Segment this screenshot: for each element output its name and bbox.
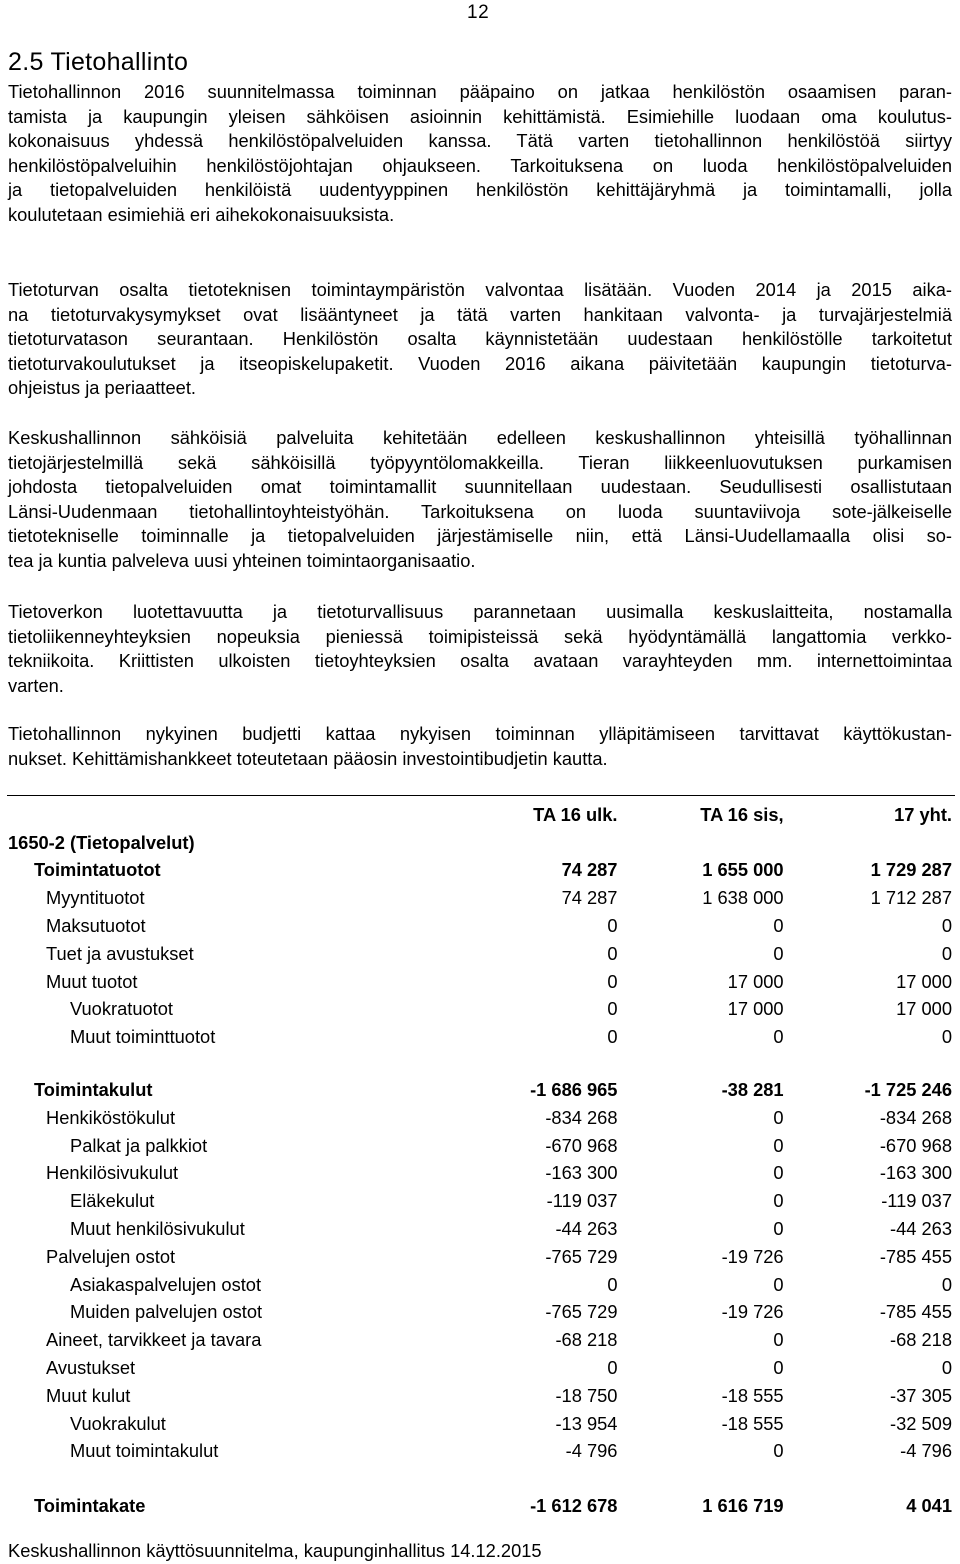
table-row xyxy=(8,1215,952,1243)
row-label: Aineet, tarvikkeet ja tavara xyxy=(46,1329,262,1351)
value-17-yht: 17 000 xyxy=(896,998,952,1020)
value-17-yht: -1 725 246 xyxy=(864,1079,952,1101)
section-heading: 2.5 Tietohallinto xyxy=(8,48,189,76)
table-unit-title-row xyxy=(8,829,952,857)
value-ta16-ulk: -1 612 678 xyxy=(530,1495,618,1517)
row-label: Tuet ja avustukset xyxy=(46,942,194,964)
value-17-yht: -785 455 xyxy=(879,1245,952,1267)
value-ta16-sis: 0 xyxy=(773,1106,784,1128)
paragraph-line: tietotekniselle toiminnalle ja tietopalveluiden järjestämiselle niin, että Länsi-Uudellamaalla olisi so- xyxy=(8,525,952,547)
table-row xyxy=(8,1023,952,1051)
row-label: Muut kulut xyxy=(46,1384,131,1406)
empty-cell xyxy=(784,829,952,857)
value-17-yht: 1 712 287 xyxy=(870,887,952,909)
paragraph-line: tamista ja kaupungin yleisen sähköisen asioinnin kehittämistä. Esimiehille luodaan oma koulutus- xyxy=(8,105,952,127)
row-label: Muiden palvelujen ostot xyxy=(70,1301,263,1323)
table-header-ta16-sis: TA 16 sis, xyxy=(700,803,784,825)
paragraph-line: varten. xyxy=(8,674,64,696)
value-17-yht: -68 218 xyxy=(889,1329,952,1351)
paragraph-line: na tietoturvakysymykset ovat lisääntyneet ja tätä varten hankitaan valvonta- ja turvajärjestelmiä xyxy=(8,303,952,325)
row-label: Toimintakulut xyxy=(34,1079,153,1101)
value-17-yht: 0 xyxy=(941,1026,952,1048)
value-ta16-ulk: -44 263 xyxy=(555,1218,618,1240)
value-ta16-ulk: -1 686 965 xyxy=(530,1079,618,1101)
value-ta16-ulk: 0 xyxy=(607,942,618,964)
row-label: Vuokratuotot xyxy=(70,998,173,1020)
table-row xyxy=(8,968,952,996)
value-17-yht: -32 509 xyxy=(889,1412,952,1434)
row-label: Myyntituotot xyxy=(46,887,145,909)
value-ta16-sis: 1 638 000 xyxy=(702,887,784,909)
row-label: Eläkekulut xyxy=(70,1190,155,1212)
table-unit-title: 1650-2 (Tietopalvelut) xyxy=(8,831,195,853)
value-ta16-ulk: -765 729 xyxy=(545,1301,618,1323)
value-ta16-sis: 0 xyxy=(773,1440,784,1462)
row-label: Palvelujen ostot xyxy=(46,1245,176,1267)
value-ta16-ulk: 74 287 xyxy=(561,887,618,909)
value-ta16-ulk: 74 287 xyxy=(561,859,618,881)
paragraph-line: Tietoverkon luotettavuutta ja tietoturvallisuus parannetaan uusimalla keskuslaitteita, nostamalla xyxy=(8,601,952,622)
budget-table xyxy=(8,801,952,1520)
value-17-yht: -37 305 xyxy=(889,1384,952,1406)
value-ta16-sis: 0 xyxy=(773,1190,784,1212)
table-top-rule xyxy=(7,795,955,796)
value-ta16-ulk: 0 xyxy=(607,915,618,937)
table-row xyxy=(8,1076,952,1104)
value-ta16-ulk: -163 300 xyxy=(545,1162,618,1184)
row-label: Asiakaspalvelujen ostot xyxy=(70,1273,262,1295)
value-17-yht: -163 300 xyxy=(879,1162,952,1184)
table-row xyxy=(8,1132,952,1160)
table-row xyxy=(8,1438,952,1466)
table-spacer-row xyxy=(8,1051,952,1076)
row-label: Toimintakate xyxy=(34,1495,146,1517)
paragraph-line: henkilöstöpalveluihin henkilöstöjohtajan ohjaukseen. Tarkoituksena on luoda henkilöstöpalveluiden xyxy=(8,154,952,176)
value-ta16-sis: 0 xyxy=(773,1329,784,1351)
value-ta16-sis: 0 xyxy=(773,1218,784,1240)
row-label: Avustukset xyxy=(46,1357,136,1379)
value-17-yht: 0 xyxy=(941,1273,952,1295)
value-ta16-ulk: -765 729 xyxy=(545,1245,618,1267)
table-row xyxy=(8,857,952,885)
paragraph-line: tekniikoita. Kriittisten ulkoisten tietoyhteyksien osalta avataan varayhteyden mm. internettoimintaa xyxy=(8,650,952,672)
value-ta16-sis: -19 726 xyxy=(721,1245,784,1267)
value-ta16-sis: 1 655 000 xyxy=(702,859,784,881)
value-ta16-sis: 0 xyxy=(773,942,784,964)
value-ta16-ulk: 0 xyxy=(607,1273,618,1295)
paragraph-line: tietoliikenneyhteyksien nopeuksia pieniessä toimipisteissä sekä hyödyntämällä langattomia verkko- xyxy=(8,625,952,647)
paragraph-line: tietoturvatason seurantaan. Henkilöstön osalta käynnistetään uudestaan henkilöstölle tarkoitetut xyxy=(8,328,952,350)
value-ta16-sis: -19 726 xyxy=(721,1301,784,1323)
spacer-cell xyxy=(8,1465,952,1492)
paragraph-line: kokonaisuus yhdessä henkilöstöpalveluiden kanssa. Tätä varten tietohallinnon henkilöstöä siirtyy xyxy=(8,130,952,152)
table-row xyxy=(8,1326,952,1354)
table-row xyxy=(8,1299,952,1327)
value-17-yht: 17 000 xyxy=(896,970,952,992)
paragraph-line: johdosta tietopalveluiden omat toimintamallit suunnitellaan uudestaan. Seudullisesti osallistutaan xyxy=(8,476,952,498)
paragraph-line: Tietohallinnon 2016 suunnitelmassa toiminnan pääpaino on jatkaa henkilöstön osaamisen paran- xyxy=(8,81,952,102)
page-number: 12 xyxy=(467,2,490,23)
value-17-yht: 0 xyxy=(941,942,952,964)
paragraph-4 xyxy=(8,600,952,698)
value-ta16-ulk: 0 xyxy=(607,1357,618,1379)
table-row xyxy=(8,996,952,1024)
value-ta16-ulk: -670 968 xyxy=(545,1134,618,1156)
paragraph-line: nukset. Kehittämishankkeet toteutetaan pääosin investointibudjetin kautta. xyxy=(8,747,608,769)
row-label: Maksutuotot xyxy=(46,915,146,937)
value-ta16-sis: 0 xyxy=(773,1273,784,1295)
table-row xyxy=(8,1160,952,1188)
value-ta16-sis: 0 xyxy=(773,1026,784,1048)
value-17-yht: 1 729 287 xyxy=(870,859,952,881)
value-ta16-ulk: 0 xyxy=(607,970,618,992)
value-ta16-sis: -38 281 xyxy=(721,1079,784,1101)
table-row xyxy=(8,912,952,940)
row-label: Vuokrakulut xyxy=(70,1412,166,1434)
value-17-yht: -785 455 xyxy=(879,1301,952,1323)
paragraph-line: ja tietopalveluiden henkilöistä uudentyyppinen henkilöstön kehittäjäryhmä ja toimintamalli, jolla xyxy=(8,179,952,201)
value-17-yht: 4 041 xyxy=(906,1495,952,1517)
paragraph-3 xyxy=(8,426,952,574)
table-row xyxy=(8,1187,952,1215)
paragraph-line: tietojärjestelmillä sekä sähköisillä työpyyntölomakkeilla. Tieran liikkeenluovutuksen purkamisen xyxy=(8,451,952,473)
value-ta16-sis: -18 555 xyxy=(721,1384,784,1406)
value-ta16-sis: 0 xyxy=(773,1162,784,1184)
row-label: Muut toiminttuotot xyxy=(70,1026,216,1048)
row-label: Henkiköstökulut xyxy=(46,1106,176,1128)
value-ta16-sis: -18 555 xyxy=(721,1412,784,1434)
value-ta16-sis: 17 000 xyxy=(727,970,784,992)
value-ta16-ulk: -13 954 xyxy=(555,1412,618,1434)
table-row xyxy=(8,1410,952,1438)
value-ta16-sis: 17 000 xyxy=(727,998,784,1020)
value-17-yht: 0 xyxy=(941,1357,952,1379)
value-ta16-sis: 1 616 719 xyxy=(702,1495,784,1517)
paragraph-line: koulutetaan esimiehiä eri aihekokonaisuuksista. xyxy=(8,203,395,225)
value-17-yht: -119 037 xyxy=(881,1190,952,1212)
paragraph-line: ohjeistus ja periaatteet. xyxy=(8,377,197,399)
value-ta16-ulk: -4 796 xyxy=(565,1440,618,1462)
empty-cell xyxy=(617,829,783,857)
table-row xyxy=(8,1243,952,1271)
page-footer: Keskushallinnon käyttösuunnitelma, kaupunginhallitus 14.12.2015 xyxy=(8,1540,542,1561)
table-row xyxy=(8,1271,952,1299)
value-ta16-ulk: -18 750 xyxy=(555,1384,618,1406)
value-17-yht: 0 xyxy=(941,915,952,937)
row-label: Toimintatuotot xyxy=(34,859,161,881)
paragraph-line: Länsi-Uudenmaan tietohallintoyhteistyöhän. Tarkoituksena on luoda suuntaviivoja sote-jälkeiselle xyxy=(8,500,952,522)
value-ta16-sis: 0 xyxy=(773,915,784,937)
paragraph-5 xyxy=(8,722,952,771)
table-row xyxy=(8,1354,952,1382)
table-spacer-row xyxy=(8,1465,952,1492)
empty-cell xyxy=(495,829,618,857)
table-header-label xyxy=(8,801,495,829)
paragraph-line: tea ja kuntia palveleva uusi yhteinen toimintaorganisaatio. xyxy=(8,549,476,571)
row-label: Muut henkilösivukulut xyxy=(70,1218,245,1240)
value-ta16-sis: 0 xyxy=(773,1357,784,1379)
paragraph-line: Tietohallinnon nykyinen budjetti kattaa nykyisen toiminnan ylläpitämiseen tarvittavat käyttökustan- xyxy=(8,723,952,744)
table-row xyxy=(8,1104,952,1132)
paragraph-line: Tietoturvan osalta tietoteknisen toimintaympäristön valvontaa lisätään. Vuoden 2014 ja 2015 aika- xyxy=(8,279,952,300)
table-row xyxy=(8,1382,952,1410)
table-row xyxy=(8,884,952,912)
row-label: Muut toimintakulut xyxy=(70,1440,219,1462)
value-ta16-ulk: -68 218 xyxy=(555,1329,618,1351)
table-header-17-yht: 17 yht. xyxy=(894,803,952,825)
table-header-ta16-ulk: TA 16 ulk. xyxy=(533,803,618,825)
paragraph-1 xyxy=(8,80,952,228)
row-label: Henkilösivukulut xyxy=(46,1162,179,1184)
value-17-yht: -834 268 xyxy=(879,1106,952,1128)
value-17-yht: -4 796 xyxy=(900,1440,952,1462)
table-row xyxy=(8,940,952,968)
value-ta16-ulk: -119 037 xyxy=(546,1190,618,1212)
table-row xyxy=(8,1492,952,1520)
table-header-row xyxy=(8,801,952,829)
value-ta16-ulk: 0 xyxy=(607,998,618,1020)
value-17-yht: -670 968 xyxy=(879,1134,952,1156)
value-ta16-ulk: -834 268 xyxy=(545,1106,618,1128)
paragraph-line: tietoturvakoulutukset ja itseopiskelupaketit. Vuoden 2016 aikana päivitetään kaupungin tietoturva- xyxy=(8,352,952,374)
paragraph-line: Keskushallinnon sähköisiä palveluita kehitetään edelleen keskushallinnon yhteisillä työhallinnan xyxy=(8,427,952,448)
row-label: Palkat ja palkkiot xyxy=(70,1134,208,1156)
row-label: Muut tuotot xyxy=(46,970,138,992)
paragraph-2 xyxy=(8,278,952,401)
spacer-cell xyxy=(8,1051,952,1076)
value-ta16-sis: 0 xyxy=(773,1134,784,1156)
value-ta16-ulk: 0 xyxy=(607,1026,618,1048)
value-17-yht: -44 263 xyxy=(889,1218,952,1240)
